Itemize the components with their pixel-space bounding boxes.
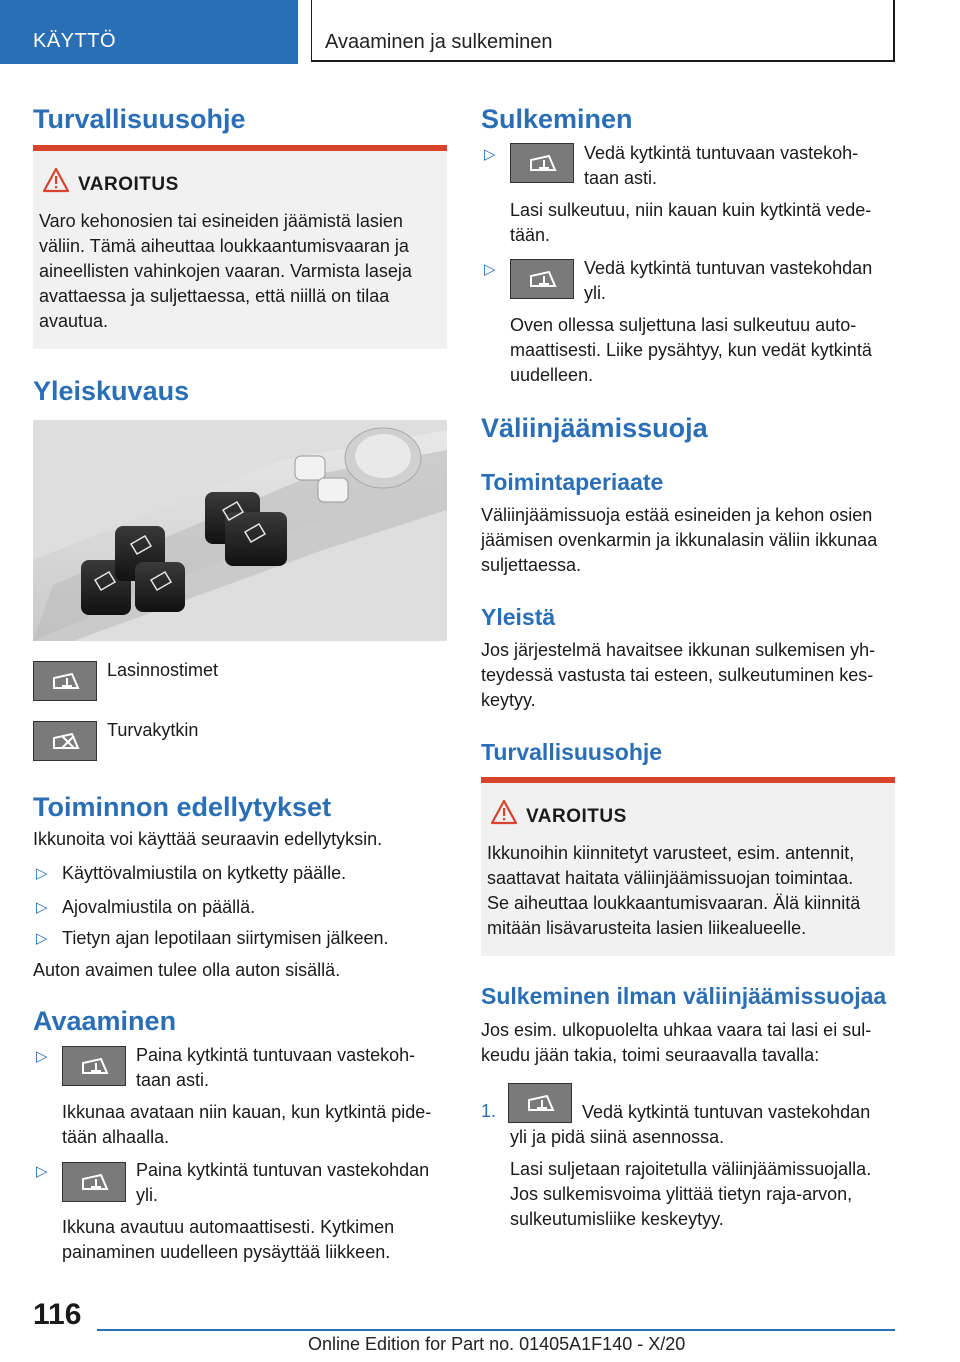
step-text: Paina kytkintä tuntuvan vastekohdan (136, 1160, 430, 1180)
warning-triangle-icon (43, 167, 69, 193)
pinch-protection-heading: Väliinjäämissuoja (481, 413, 708, 443)
window-lift-switch-icon (62, 1046, 126, 1086)
step-result: Lasi suljetaan rajoitetulla väliinjäämissuojalla. (510, 1159, 872, 1179)
bullet-triangle-icon: ▷ (484, 146, 496, 163)
bullet-triangle-icon: ▷ (484, 261, 496, 278)
requirements-note: Auton avaimen tulee olla auton sisällä. (33, 960, 341, 980)
step-result: Lasi sulkeutuu, niin kauan kuin kytkintä vede- (510, 200, 872, 220)
general-text: Jos järjestelmä havaitsee ikkunan sulkemisen yh- (481, 640, 876, 660)
header-chapter: Avaaminen ja sulkeminen (325, 31, 553, 53)
opening-heading: Avaaminen (33, 1006, 177, 1036)
step-result: painaminen uudelleen pysäyttää liikkeen. (62, 1242, 391, 1262)
door-panel-illustration (33, 420, 447, 641)
principle-heading: Toimintaperiaate (481, 469, 664, 495)
warning-line: avattaessa ja suljettaessa, että niillä on tilaa (39, 286, 390, 306)
overview-heading: Yleiskuvaus (33, 376, 190, 406)
legend-label: Turvakytkin (107, 720, 199, 740)
safety-switch-icon (33, 721, 97, 761)
closing-heading: Sulkeminen (481, 104, 633, 134)
step-result: Jos sulkemisvoima ylittää tietyn raja-arvon, (510, 1184, 853, 1204)
step-text: Vedä kytkintä tuntuvaan vastekoh- (584, 143, 859, 163)
warning-label: VAROITUS (78, 174, 179, 195)
no-pinch-heading: Sulkeminen ilman väliinjäämissuojaa (481, 983, 887, 1009)
step-text: yli ja pidä siinä asennossa. (510, 1127, 725, 1147)
safety-heading-left: Turvallisuusohje (33, 104, 246, 134)
warning-triangle-icon (491, 799, 517, 825)
header-chapter-box (311, 0, 895, 62)
general-heading: Yleistä (481, 604, 556, 630)
window-lift-switch-icon (62, 1162, 126, 1202)
warning-line: Ikkunoihin kiinnitetyt varusteet, esim. antennit, (487, 843, 855, 863)
safety-heading-right: Turvallisuusohje (481, 739, 663, 765)
step-text: yli. (584, 283, 606, 303)
principle-text: suljettaessa. (481, 555, 582, 575)
window-switch-photo (33, 420, 447, 641)
step-result: maattisesti. Liike pysähtyy, kun vedät kytkintä (510, 340, 872, 360)
warning-box-left (33, 145, 447, 349)
warning-line: mitään lisävarusteita lasien liikealueelle. (487, 918, 807, 938)
step-result: tään. (510, 225, 551, 245)
principle-text: jäämisen ovenkarmin ja ikkunalasin väliin ikkunaa (481, 530, 878, 550)
footer-edition: Online Edition for Part no. 01405A1F140 - X/20 (308, 1334, 686, 1354)
general-text: teydessä vastusta tai esteen, sulkeutuminen kes- (481, 665, 874, 685)
step-text: taan asti. (136, 1070, 210, 1090)
warning-line: avautua. (39, 311, 109, 331)
warning-line: Se aiheuttaa loukkaantumisvaaran. Älä kiinnitä (487, 893, 861, 913)
bullet-triangle-icon: ▷ (36, 1163, 48, 1180)
warning-line: aineellisten vahinkojen vaaran. Varmista laseja (39, 261, 412, 281)
warning-line: Varo kehonosien tai esineiden jäämistä lasien (39, 211, 403, 231)
step-result: tään alhaalla. (62, 1127, 170, 1147)
legend-label: Lasinnostimet (107, 660, 219, 680)
requirement-item: Tietyn ajan lepotilaan siirtymisen jälkeen. (62, 928, 389, 948)
step-result: Ikkuna avautuu automaattisesti. Kytkimen (62, 1217, 395, 1237)
window-lift-switch-icon (33, 661, 97, 701)
requirements-heading: Toiminnon edellytykset (33, 792, 332, 822)
no-pinch-intro: keudu jään takia, toimi seuraavalla tavalla: (481, 1045, 820, 1065)
step-number: 1. (481, 1101, 497, 1121)
requirement-item: Käyttövalmiustila on kytketty päälle. (62, 863, 347, 883)
no-pinch-intro: Jos esim. ulkopuolelta uhkaa vaara tai lasi ei sul- (481, 1020, 872, 1040)
step-text: taan asti. (584, 168, 658, 188)
bullet-triangle-icon: ▷ (36, 1048, 48, 1065)
bullet-triangle-icon: ▷ (36, 899, 48, 916)
page-number: 116 (33, 1298, 82, 1331)
warning-box-right (481, 777, 895, 956)
step-text: Vedä kytkintä tuntuvan vastekohdan (582, 1102, 871, 1122)
requirements-intro: Ikkunoita voi käyttää seuraavin edellytyksin. (33, 829, 383, 849)
step-result: sulkeutumisliike keskeytyy. (510, 1209, 724, 1229)
window-lift-switch-icon (508, 1083, 572, 1123)
bullet-triangle-icon: ▷ (36, 865, 48, 882)
window-lift-switch-icon (510, 143, 574, 183)
header-section: KÄYTTÖ (33, 30, 117, 52)
step-text: Paina kytkintä tuntuvaan vastekoh- (136, 1045, 416, 1065)
bullet-triangle-icon: ▷ (36, 930, 48, 947)
warning-label: VAROITUS (526, 806, 627, 827)
step-result: uudelleen. (510, 365, 594, 385)
warning-line: saattavat haitata väliinjäämissuojan toimintaa. (487, 868, 854, 888)
requirement-item: Ajovalmiustila on päällä. (62, 897, 256, 917)
step-text: Vedä kytkintä tuntuvan vastekohdan (584, 258, 873, 278)
general-text: keytyy. (481, 690, 536, 710)
header-section-tab (0, 0, 298, 64)
step-result: Oven ollessa suljettuna lasi sulkeutuu auto- (510, 315, 857, 335)
principle-text: Väliinjäämissuoja estää esineiden ja kehon osien (481, 505, 873, 525)
step-text: yli. (136, 1185, 158, 1205)
step-result: Ikkunaa avataan niin kauan, kun kytkintä pide- (62, 1102, 432, 1122)
warning-line: väliin. Tämä aiheuttaa loukkaantumisvaaran ja (39, 236, 409, 256)
window-lift-switch-icon (510, 259, 574, 299)
footer-divider (97, 1329, 895, 1331)
